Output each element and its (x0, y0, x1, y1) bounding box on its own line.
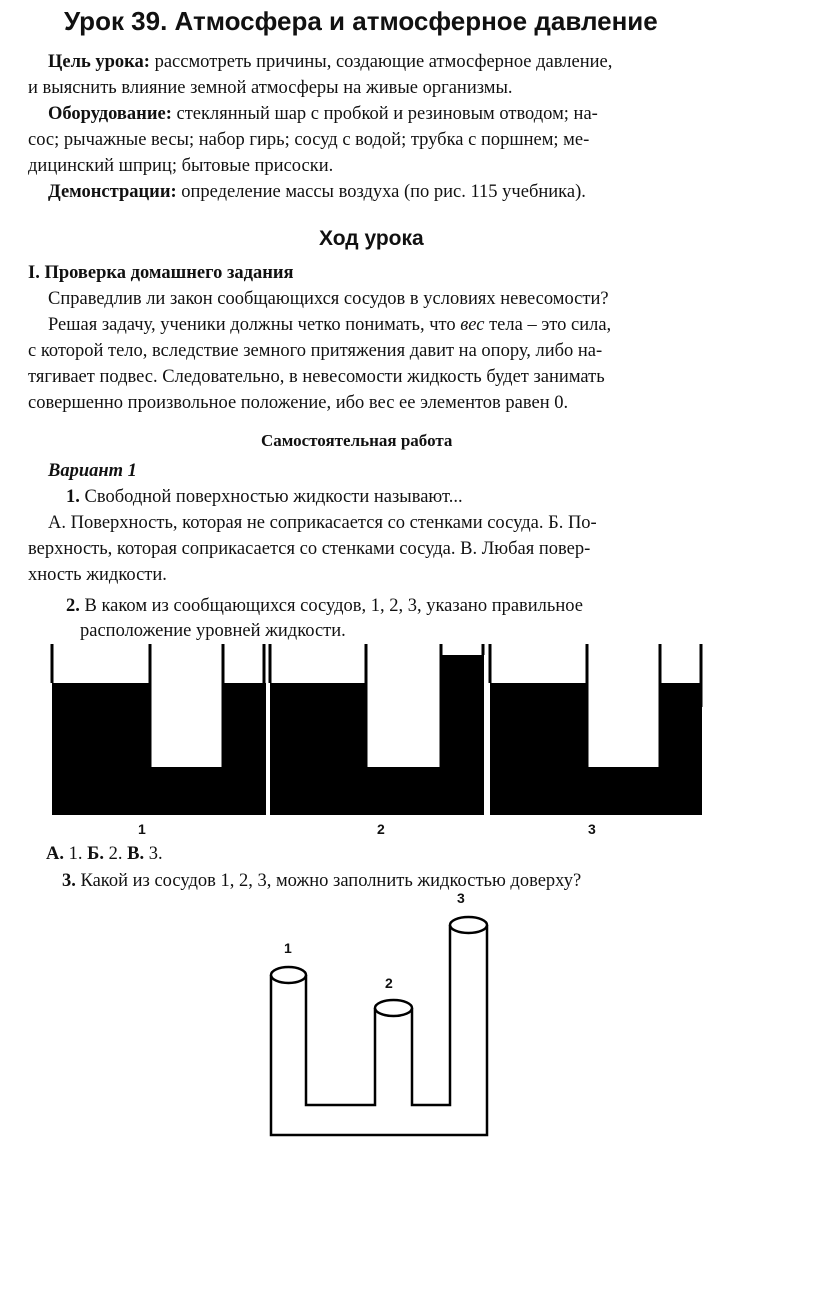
vessel-2-liquid-right (441, 655, 484, 695)
q3-tube-3-opening (450, 917, 487, 933)
answer-text-b: тела – это сила, (484, 315, 612, 335)
course-heading: Ход урока (319, 227, 424, 250)
q2-number: 2. (66, 596, 80, 616)
q3-vessel-outline (271, 925, 487, 1135)
vessel-1-gap (150, 644, 223, 767)
vessel-2-gap (366, 644, 441, 767)
q3-vessels-diagram (271, 917, 487, 1135)
demos-label: Демонстрации: (48, 182, 177, 202)
q2-text-1: В каком из сообщающихся сосудов, 1, 2, 3, указано правильное (84, 596, 583, 616)
q1-number: 1. (66, 487, 80, 507)
q3-number: 3. (62, 871, 76, 891)
vessel-2 (270, 644, 484, 815)
vessel-3 (490, 644, 702, 815)
q3-line (62, 869, 581, 894)
q2-answer-c-value: 3. (144, 844, 163, 864)
vessel-3-liquid-right (660, 707, 702, 727)
q1-options-line-1: А. Поверхность, которая не соприкасается со стенками сосуда. Б. По- (48, 513, 597, 533)
equipment-label: Оборудование: (48, 104, 172, 124)
q1-options-line-2: верхность, которая соприкасается со стенками сосуда. В. Любая повер- (28, 539, 591, 559)
q3-tube-label-2: 2 (385, 975, 393, 991)
answer-emphasis-weight: вес (460, 315, 485, 335)
answer-text-a: Решая задачу, ученики должны четко понимать, что (48, 315, 461, 335)
equipment-text-3: дицинский шприц; бытовые присоски. (28, 156, 334, 176)
q2-answer-a-value: 1. (64, 844, 88, 864)
vessel-1 (52, 644, 266, 815)
section-1-question: Справедлив ли закон сообщающихся сосудов в условиях невесомости? (48, 289, 609, 309)
q2-answer-b-letter: Б. (87, 844, 104, 864)
q3-text: Какой из сосудов 1, 2, 3, можно заполнить жидкостью доверху? (80, 871, 582, 891)
q2-text-2: расположение уровней жидкости. (80, 621, 346, 641)
independent-work-heading: Самостоятельная работа (261, 431, 453, 450)
q2-vessel-label-3: 3 (588, 821, 596, 837)
q1-options-line-3: хность жидкости. (28, 565, 167, 585)
section-1-answer-line-2: с которой тело, вследствие земного притяжения давит на опору, либо на- (28, 341, 603, 361)
goal-text-2: и выяснить влияние земной атмосферы на живые организмы. (28, 78, 513, 98)
equipment-text-1: стеклянный шар с пробкой и резиновым отводом; на- (176, 104, 598, 124)
goal-text-1: рассмотреть причины, создающие атмосферное давление, (154, 52, 613, 72)
q2-answer-a-letter: А. (46, 844, 64, 864)
q2-answers (46, 842, 163, 867)
q3-tube-1-opening (271, 967, 306, 983)
q3-tube-label-3: 3 (457, 890, 465, 906)
section-1-answer-line-4: совершенно произвольное положение, ибо вес ее элементов равен 0. (28, 393, 569, 413)
section-1-answer-line-3: тягивает подвес. Следовательно, в невесомости жидкость будет занимать (28, 367, 605, 387)
goal-label: Цель урока: (48, 52, 150, 72)
q1-text: Свободной поверхностью жидкости называют... (84, 487, 463, 507)
demos-text: определение массы воздуха (по рис. 115 учебника). (181, 182, 586, 202)
q3-tube-2-opening (375, 1000, 412, 1016)
q3-tube-label-1: 1 (284, 940, 292, 956)
equipment-text-2: сос; рычажные весы; набор гирь; сосуд с водой; трубка с поршнем; ме- (28, 130, 590, 150)
section-1-heading: I. Проверка домашнего задания (28, 263, 294, 283)
q2-vessel-label-2: 2 (377, 821, 385, 837)
q2-answer-b-value: 2. (103, 844, 128, 864)
lesson-title: Урок 39. Атмосфера и атмосферное давление (64, 6, 658, 36)
vessel-3-gap (587, 644, 660, 767)
q2-vessel-label-1: 1 (138, 821, 146, 837)
q2-answer-c-letter: В. (127, 844, 145, 864)
variant-heading: Вариант 1 (48, 461, 137, 481)
